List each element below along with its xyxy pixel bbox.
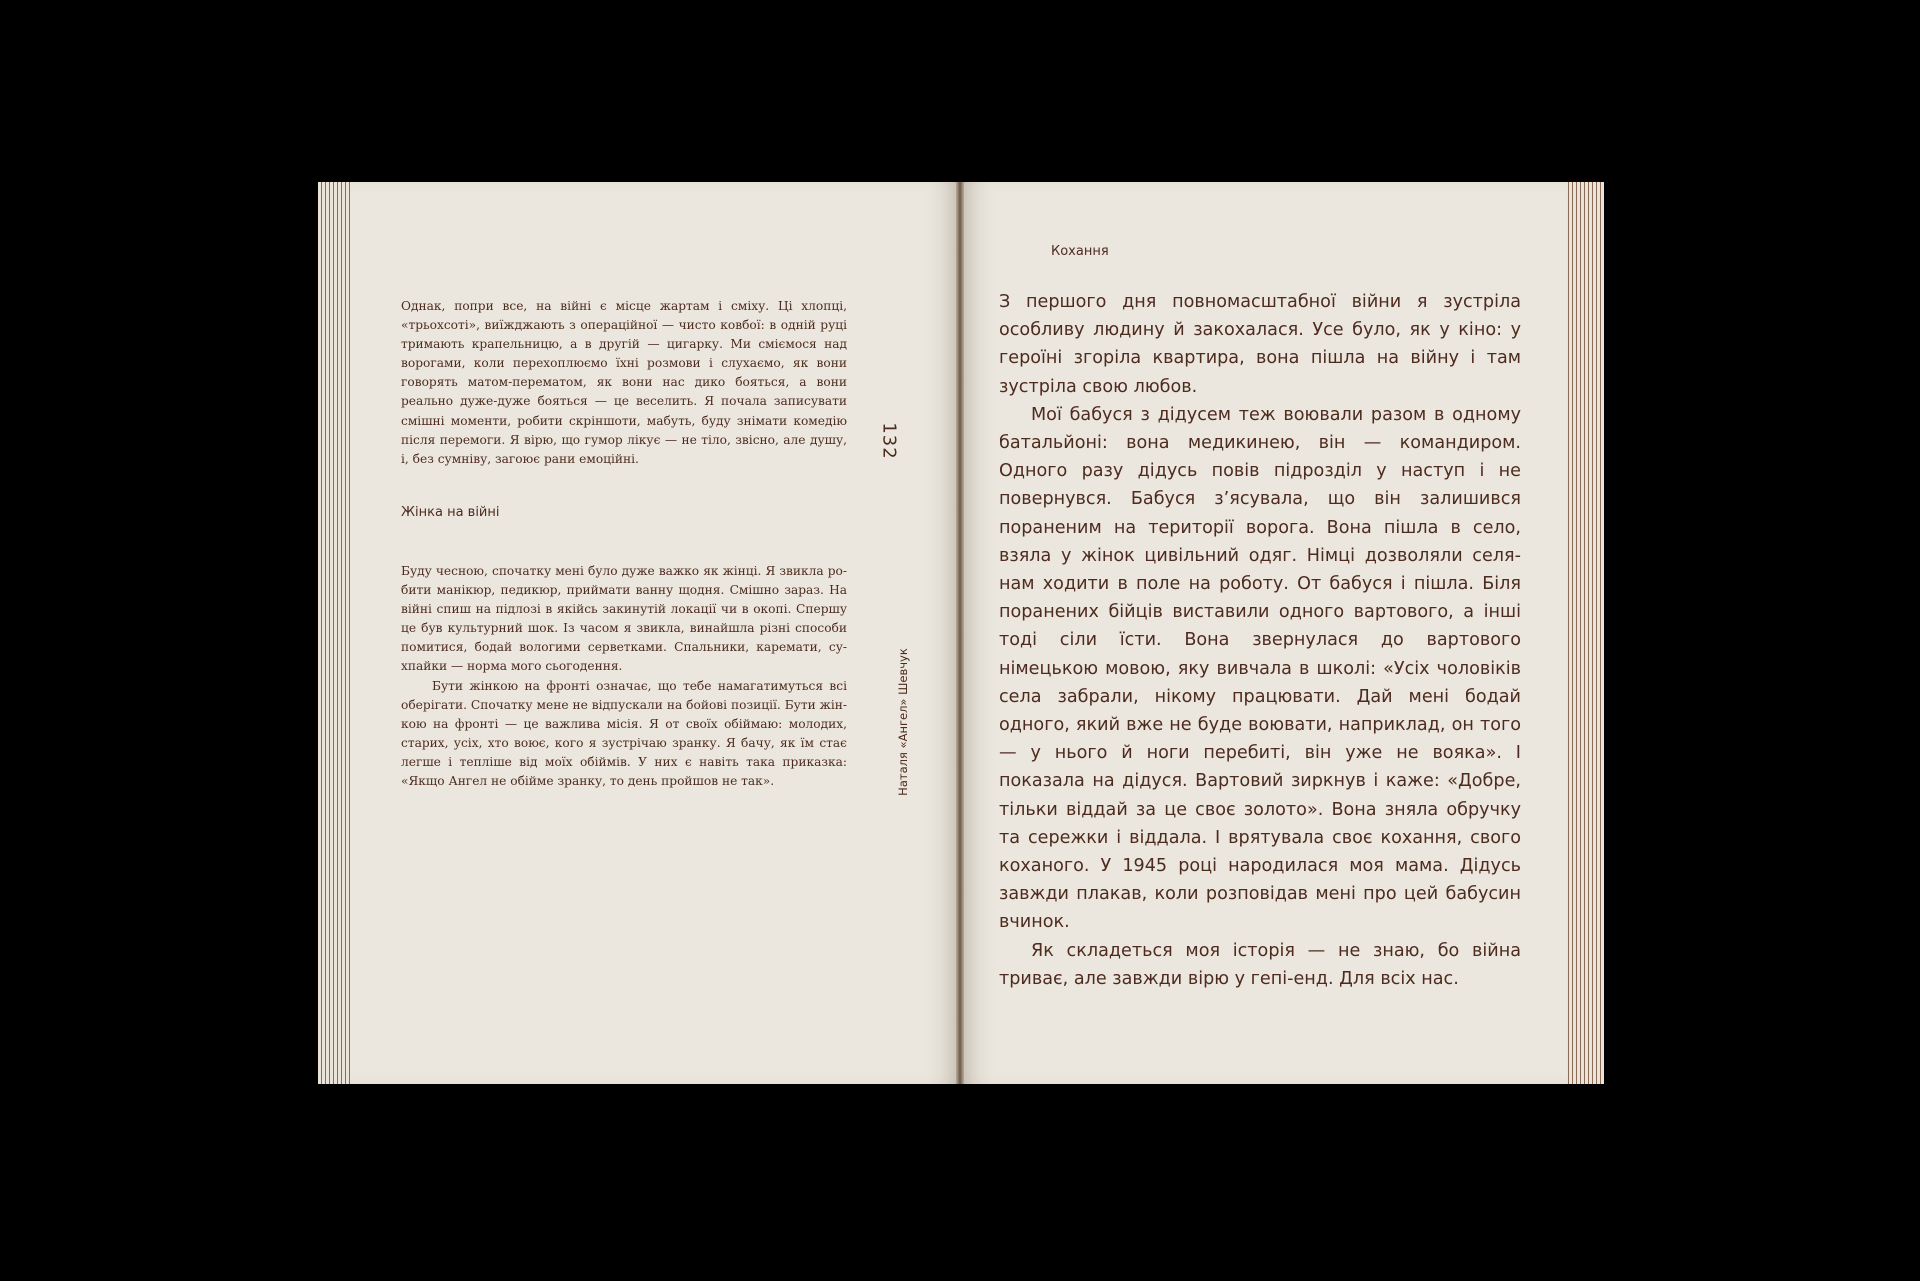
right-body-text — [999, 288, 1521, 993]
right-paragraph-2: Мої бабуся з дідусем теж воювали разом в одному батальйоні: вона медикинею, він — командиром. Одного разу дідусь повів підрозділ у наступ і не повернувся. Бабуся з’ясувала, що він залишився пораненим на території ворога. Вона пішла в село, взяла у жінок цивільний одяг. Німці дозволяли селянам ходити в поле на роботу. От бабуся і пішла. Біля поранених бійців виставили одного вартового, а інші тоді сіли їсти. Вона звернулася до вартового німецькою мовою, яку вивчала в школі: «Усіх чоловіків села забрали, нікому працювати. Дай мені бодай одного, який вже не буде воювати, наприклад, он того — у нього й ноги перебиті, він уже не вояка». І показала на дідуся. Вартовий зиркнув і каже: «Добре, тільки віддай за це своє золото». Вона зняла обручку та сережки і віддала. І врятувала своє кохання, свого коханого. У 1945 році народилася моя мама. Дідусь завжди плакав, коли розповідав мені про цей бабусин вчинок. — [999, 404, 1521, 933]
section-heading: Жінка на війні — [401, 505, 500, 520]
right-paragraph-1: З першого дня повномасштабної війни я зустріла особливу людину й закохалася. Усе було, як у кіно: у героїні згоріла квартира, вона пішла на війну і там зустріла свою любов. — [999, 292, 1521, 397]
left-page — [350, 182, 958, 1084]
left-paragraph-1-text: Однак, попри все, на війні є місце жартам і сміху. Ці хлопці, «трьохсоті», виїжджають з операційної — чисто ковбої: в одній руці тримають крапельницю, а в другій — цигарку. Ми сміємося над ворогами, коли перехоплюємо їхні розмови і слухаємо, як вони говорять матом-перематом, як вони нас дико бояться, а вони реально дуже-дуже бояться — це веселить. Я почала записувати смішні моменти, робити скріншоти, мабуть, буду знімати комедію після перемоги. Я вірю, що гумор лікує — не тіло, звісно, але душу, і, без сумніву, загоює рани емоційні. — [401, 299, 847, 466]
left-paragraph-3: Бути жінкою на фронті означає, що тебе намагатимуться всі оберігати. Спочатку мене не відпускали на бойові позиції. Бути жінкою на фронті — це важлива місія. Я от своїх обіймаю: молодих, старих, усіх, хто воює, кого я зустрічаю зранку. Я бачу, як їм стає легше і тепліше від моїх обіймів. У них є навіть така приказка: «Якщо Ангел не обійме зранку, то день пройшов не так». — [401, 678, 847, 789]
running-author: Наталя «Ангел» Шевчук — [896, 648, 910, 796]
left-paragraph-2: Буду чесною, спочатку мені було дуже важко як жінці. Я звикла робити манікюр, педикюр, приймати ванну щодня. Смішно зараз. На війні спиш на підлозі в якійсь закинутій локації чи в окопі. Спершу це був культурний шок. Із часом я звикла, винайшла різні способи помитися, бодай вологими серветками. Спальники, каремати, сухпайки — норма мого сьогодення. — [401, 564, 847, 674]
left-paragraph-1 — [401, 297, 847, 469]
page-number: 132 — [878, 422, 900, 460]
right-page-edges — [1564, 182, 1604, 1084]
right-paragraph-3: Як складеться моя історія — не знаю, бо війна триває, але завжди вірю у гепі-енд. Для всіх нас. — [999, 940, 1521, 989]
left-paragraph-group — [401, 562, 847, 791]
right-page — [962, 182, 1567, 1084]
running-title: Кохання — [1051, 244, 1109, 259]
left-page-edges — [318, 182, 352, 1084]
book-spine-gutter — [956, 182, 964, 1084]
